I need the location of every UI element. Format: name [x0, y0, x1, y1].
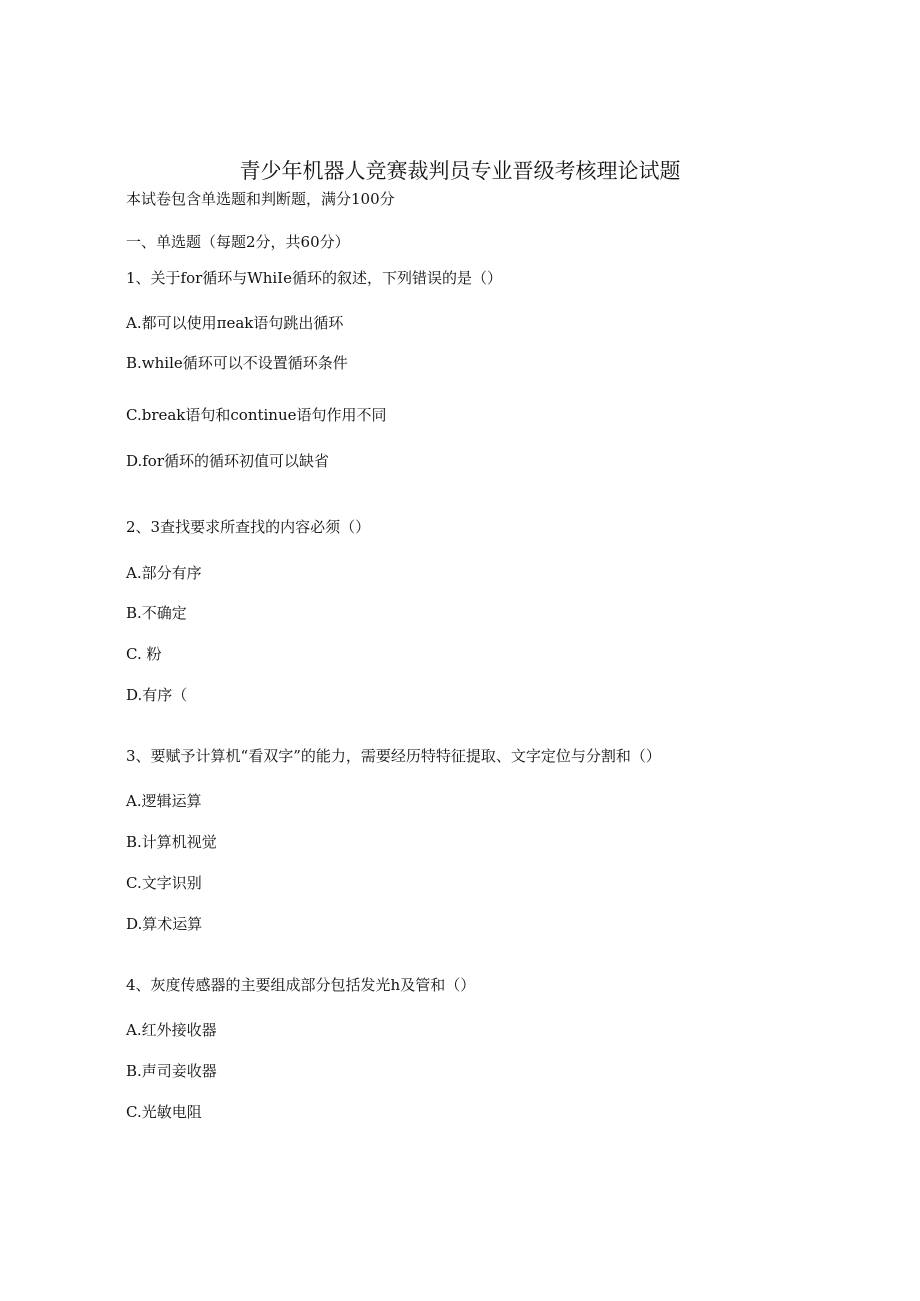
- exam-title: 青少年机器人竞赛裁判员专业晋级考核理论试题: [239, 159, 681, 183]
- option-d: D.算术运算: [126, 915, 203, 933]
- option-a: A.红外接收器: [126, 1021, 217, 1039]
- option-d: D.有序（: [126, 686, 188, 704]
- question-text: 3、要赋予计算机“看双字”的能力，需要经历特特征提取、文字定位与分割和（）: [126, 747, 661, 765]
- option-a: A.逻辑运算: [126, 792, 202, 810]
- option-c: C. 粉: [126, 645, 162, 663]
- option-c: C.文字识别: [126, 874, 202, 892]
- exam-intro: 本试卷包含单选题和判断题，满分100分: [126, 190, 395, 208]
- option-a: A.都可以使用πeak语句跳出循环: [126, 314, 344, 332]
- option-d: D.for循环的循环初值可以缺省: [126, 452, 330, 470]
- option-b: B.计算机视觉: [126, 833, 217, 851]
- option-b: B.while循环可以不设置循环条件: [126, 354, 348, 372]
- option-a: A.部分有序: [126, 564, 202, 582]
- option-b: B.不确定: [126, 604, 187, 622]
- option-b: B.声司妾收器: [126, 1062, 217, 1080]
- question-text: 2、3查找要求所查找的内容必须（）: [126, 518, 371, 536]
- question-text: 4、灰度传感器的主要组成部分包括发光h及管和（）: [126, 976, 476, 994]
- question-text: 1、关于for循环与WhiIe循环的叙述，下列错误的是（）: [126, 269, 502, 287]
- option-c: C.光敏电阻: [126, 1103, 202, 1121]
- section-heading: 一、单选题（每题2分，共60分）: [126, 233, 350, 251]
- option-c: C.break语句和continue语句作用不同: [126, 406, 387, 424]
